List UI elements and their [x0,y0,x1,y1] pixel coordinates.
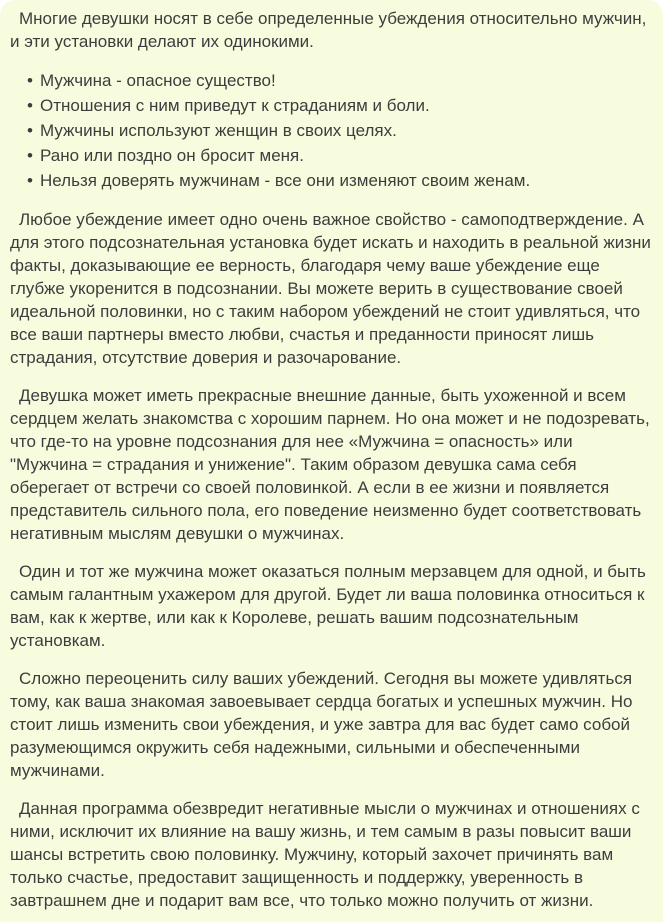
list-item-text: Мужчины используют женщин в своих целях. [40,121,397,140]
list-item [27,168,653,193]
body-paragraph: Один и тот же мужчина может оказаться полным мерзавцем для одной, и быть самым галантным ухажером для другой. Будет ли ваша половинка относиться к вам, как к жертве, или как к Королеве, решать вашим подсознательным установкам. [10,562,646,650]
bullet-icon: • [27,121,33,140]
bullet-icon: • [27,146,33,165]
beliefs-list [10,68,653,193]
list-item-text: Мужчина - опасное существо! [40,71,276,90]
list-item-text: Рано или поздно он бросит меня. [40,146,304,165]
list-item [27,143,653,168]
list-item [27,68,653,93]
bullet-icon: • [27,71,33,90]
bullet-icon: • [27,96,33,115]
list-item [27,93,653,118]
body-paragraph: Любое убеждение имеет одно очень важное свойство - самоподтверждение. А для этого подсознательная установка будет искать и находить в реальной жизни факты, доказывающие ее верность, благодаря чему ваше убеждение еще глубже укоренится в подсознании. Вы можете верить в существование своей идеальной половинки, но с таким набором убеждений не стоит удивляться, что все ваши партнеры вместо любви, счастья и преданности приносят лишь страдания, отсутствие доверия и разочарование. [10,210,651,367]
bullet-icon: • [27,171,33,190]
list-item-text: Нельзя доверять мужчинам - все они изменяют своим женам. [40,171,531,190]
body-paragraph: Данная программа обезвредит негативные мысли о мужчинах и отношениях с ними, исключит их влияние на вашу жизнь, и тем самым в разы повысит ваши шансы встретить свою половинку. Мужчину, который захочет причинять вам только счастье, предоставит защищенность и поддержку, уверенность в завтрашнем дне и подарит вам все, что только можно получить от жизни. [10,799,640,910]
list-item-text: Отношения с ним приведут к страданиям и боли. [40,96,430,115]
list-item [27,118,653,143]
intro-paragraph: Многие девушки носят в себе определенные убеждения относительно мужчин, и эти установки делают их одинокими. [10,9,647,51]
body-paragraph: Сложно переоценить силу ваших убеждений. Сегодня вы можете удивляться тому, как ваша знакомая завоевывает сердца богатых и успешных мужчин. Но стоит лишь изменить свои убеждения, и уже завтра для вас будет само собой разумеющимся окружить себя надежными, сильными и обеспеченными мужчинами. [10,669,633,780]
body-paragraph: Девушка может иметь прекрасные внешние данные, быть ухоженной и всем сердцем желать знакомства с хорошим парнем. Но она может и не подозревать, что где-то на уровне подсознания для нее «Мужчина = опасность» или "Мужчина = страдания и унижение". Таким образом девушка сама себя оберегает от встречи со своей половинкой. А если в ее жизни и появляется представитель сильного пола, его поведение неизменно будет соответствовать негативным мыслям девушки о мужчинах. [10,386,650,543]
